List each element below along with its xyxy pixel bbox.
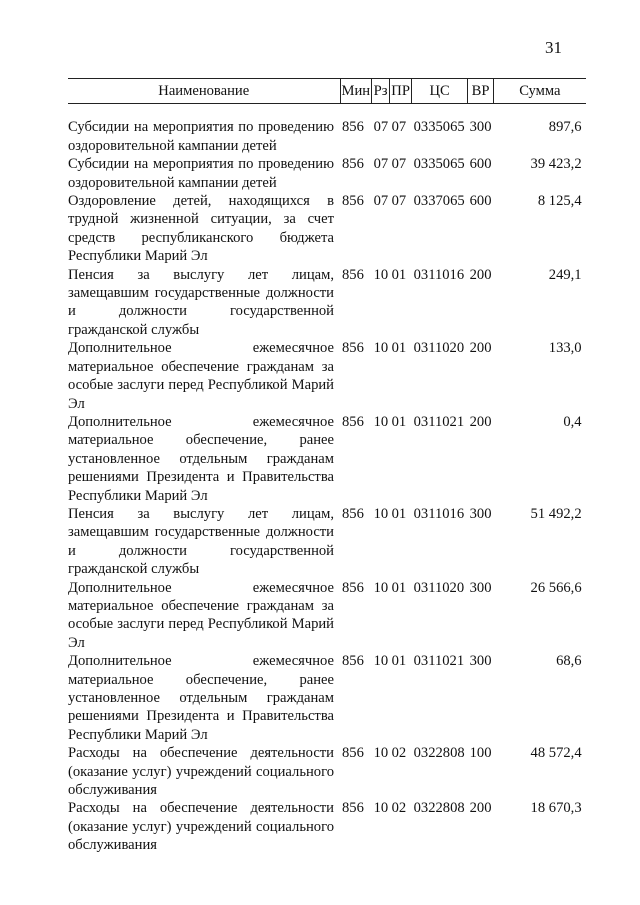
row-min: 856: [342, 266, 364, 283]
header-vr: ВР: [468, 79, 494, 104]
row-cs: 0335065: [413, 156, 465, 173]
table-row: [68, 579, 586, 653]
header-name: Наименование: [68, 79, 340, 104]
row-sum: 39 423,2: [530, 156, 582, 173]
row-name: Пенсия за выслугу лет лицам, замещавшим государственные должности и должности государственной гражданской службы: [68, 266, 334, 338]
row-vr: 300: [469, 579, 492, 596]
row-sum: 897,6: [548, 119, 582, 136]
table-row: [68, 799, 586, 854]
row-name: Дополнительное ежемесячное материальное обеспечение гражданам за особые заслуги перед Республикой Марий Эл: [68, 340, 334, 412]
row-cs: 0335065: [413, 119, 465, 136]
row-vr: 600: [469, 156, 492, 173]
row-cs: 0311016: [413, 505, 465, 522]
row-pr: 02: [391, 745, 407, 762]
row-min: 856: [342, 193, 364, 210]
row-min: 856: [342, 745, 364, 762]
row-rz: 10: [373, 800, 389, 817]
row-vr: 600: [469, 193, 492, 210]
row-vr: 300: [469, 505, 492, 522]
table-row: [68, 505, 586, 579]
row-rz: 07: [373, 156, 389, 173]
row-name: Оздоровление детей, находящихся в трудной жизненной ситуации, за счет средств республиканского бюджета Республики Марий Эл: [68, 193, 334, 265]
row-pr: 01: [391, 505, 407, 522]
row-sum: 133,0: [548, 340, 582, 357]
row-min: 856: [342, 579, 364, 596]
row-rz: 07: [373, 193, 389, 210]
row-pr: 01: [391, 266, 407, 283]
table-row: [68, 339, 586, 413]
table-row: [68, 192, 586, 266]
row-sum: 51 492,2: [530, 505, 582, 522]
row-rz: 10: [373, 505, 389, 522]
row-pr: 01: [391, 340, 407, 357]
row-cs: 0311020: [413, 340, 465, 357]
row-pr: 02: [391, 800, 407, 817]
table-row: [68, 652, 586, 744]
row-cs: 0311020: [413, 579, 465, 596]
table-row: [68, 744, 586, 799]
row-rz: 10: [373, 653, 389, 670]
row-sum: 48 572,4: [530, 745, 582, 762]
table-row: [68, 155, 586, 192]
row-min: 856: [342, 653, 364, 670]
row-name: Расходы на обеспечение деятельности (оказание услуг) учреждений социального обслуживания: [68, 800, 334, 854]
row-rz: 10: [373, 745, 389, 762]
table-row: [68, 413, 586, 505]
header-cs: ЦС: [412, 79, 468, 104]
row-rz: 10: [373, 266, 389, 283]
table-header: [68, 79, 586, 104]
page-number: 31: [545, 38, 562, 57]
row-rz: 07: [373, 119, 389, 136]
row-cs: 0311021: [413, 413, 465, 430]
row-name: Дополнительное ежемесячное материальное обеспечение, ранее установленное отдельным гражданам решениями Президента и Правительства Республики Марий Эл: [68, 653, 334, 743]
row-sum: 18 670,3: [530, 800, 582, 817]
header-min: Мин: [340, 79, 372, 104]
row-pr: 07: [391, 156, 407, 173]
table-row: [68, 266, 586, 340]
row-vr: 300: [469, 653, 492, 670]
row-rz: 10: [373, 413, 389, 430]
row-vr: 200: [469, 800, 492, 817]
row-name: Пенсия за выслугу лет лицам, замещавшим государственные должности и должности государственной гражданской службы: [68, 505, 334, 578]
row-pr: 07: [391, 119, 407, 136]
row-min: 856: [342, 340, 364, 357]
table-body: [68, 104, 586, 855]
row-min: 856: [342, 156, 364, 173]
budget-table: [68, 78, 586, 855]
row-vr: 200: [469, 340, 492, 357]
row-cs: 0322808: [413, 745, 465, 762]
row-sum: 26 566,6: [530, 579, 582, 596]
row-sum: 249,1: [548, 266, 582, 283]
header-rz: Рз: [372, 79, 390, 104]
row-cs: 0311021: [413, 653, 465, 670]
row-cs: 0322808: [413, 800, 465, 817]
header-pr: ПР: [390, 79, 412, 104]
row-vr: 200: [469, 413, 492, 430]
row-name: Субсидии на мероприятия по проведению оздоровительной кампании детей: [68, 119, 334, 154]
row-name: Дополнительное ежемесячное материальное обеспечение гражданам за особые заслуги перед Республикой Марий Эл: [68, 579, 334, 651]
table-row: [68, 118, 586, 155]
row-vr: 300: [469, 119, 492, 136]
row-pr: 01: [391, 579, 407, 596]
row-pr: 07: [391, 193, 407, 210]
row-pr: 01: [391, 413, 407, 430]
row-min: 856: [342, 800, 364, 817]
row-vr: 200: [469, 266, 492, 283]
row-pr: 01: [391, 653, 407, 670]
row-rz: 10: [373, 579, 389, 596]
row-sum: 0,4: [563, 413, 582, 430]
row-vr: 100: [469, 745, 492, 762]
row-name: Субсидии на мероприятия по проведению оздоровительной кампании детей: [68, 156, 334, 191]
row-cs: 0311016: [413, 266, 465, 283]
row-min: 856: [342, 119, 364, 136]
header-sum: Сумма: [494, 79, 586, 104]
row-sum: 8 125,4: [537, 193, 582, 210]
row-min: 856: [342, 505, 364, 522]
row-name: Расходы на обеспечение деятельности (оказание услуг) учреждений социального обслуживания: [68, 745, 334, 799]
row-min: 856: [342, 413, 364, 430]
row-sum: 68,6: [556, 653, 582, 670]
row-cs: 0337065: [413, 193, 465, 210]
row-name: Дополнительное ежемесячное материальное обеспечение, ранее установленное отдельным гражданам решениями Президента и Правительства Республики Марий Эл: [68, 413, 334, 504]
row-rz: 10: [373, 340, 389, 357]
